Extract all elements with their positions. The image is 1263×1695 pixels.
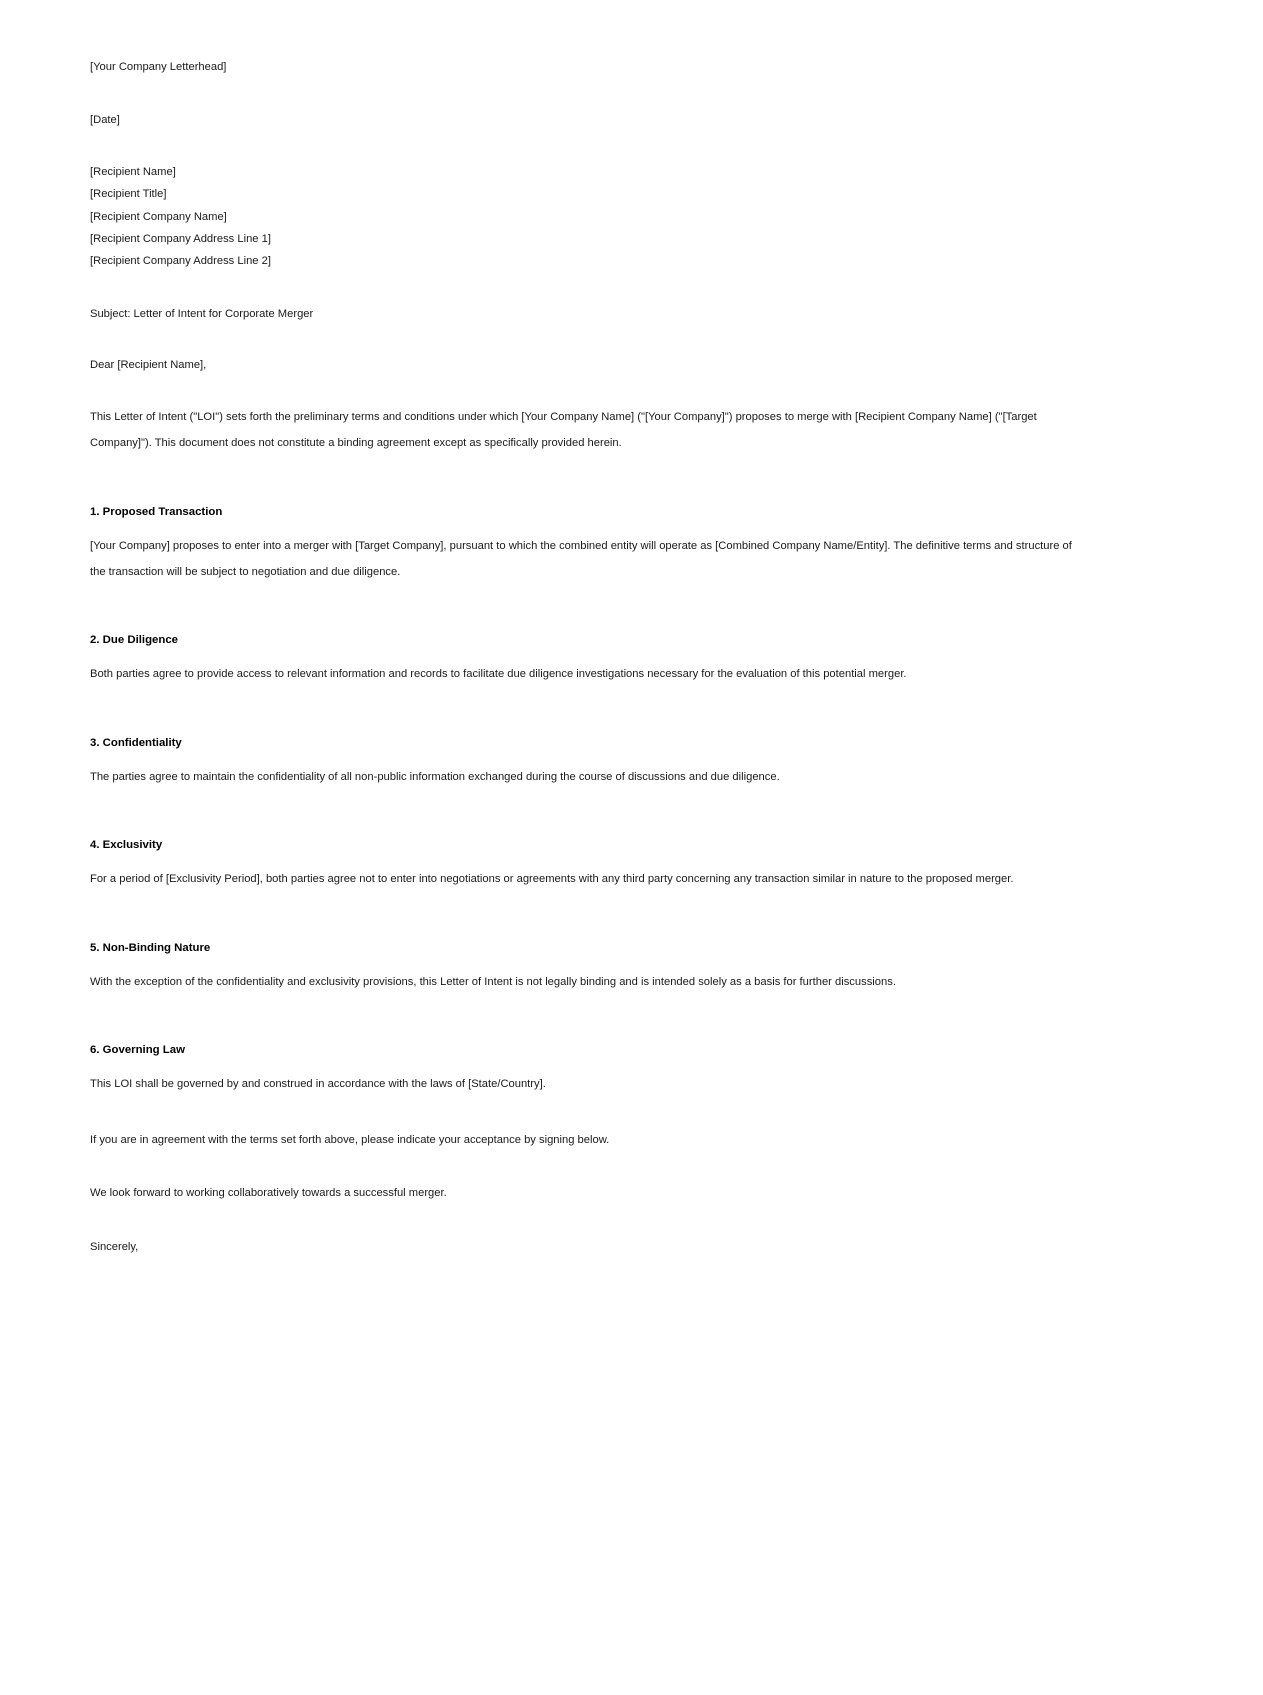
salutation-block — [90, 354, 1072, 376]
section-body: For a period of [Exclusivity Period], both parties agree not to enter into negotiations or agreements with any third party concerning any transaction similar in nature to the proposed merger. — [90, 873, 1014, 886]
section-confidentiality — [90, 733, 1072, 791]
section-heading: 2. Due Diligence — [90, 634, 178, 647]
letterhead-block — [90, 56, 1072, 78]
closing-acceptance-text: If you are in agreement with the terms set forth above, please indicate your acceptance by signing below. — [90, 1133, 610, 1146]
recipient-title: [Recipient Title] — [90, 188, 167, 201]
recipient-company: [Recipient Company Name] — [90, 210, 227, 223]
letter-body — [90, 56, 1072, 1690]
section-body: With the exception of the confidentiality and exclusivity provisions, this Letter of Intent is not legally binding and is intended solely as a basis for further discussions. — [90, 975, 896, 988]
date-block — [90, 109, 1072, 131]
section-body: This LOI shall be governed by and construed in accordance with the laws of [State/Country]. — [90, 1078, 546, 1091]
intro-paragraph-block — [90, 405, 1072, 456]
section-body: [Your Company] proposes to enter into a merger with [Target Company], pursuant to which the combined entity will operate as [Combined Company Name/Entity]. The definitive terms and structure of the transaction will be subject to negotiation and due diligence. — [90, 540, 1072, 578]
section-exclusivity — [90, 835, 1072, 893]
section-heading: 6. Governing Law — [90, 1044, 185, 1057]
letterhead-text: [Your Company Letterhead] — [90, 61, 227, 73]
section-heading: 4. Exclusivity — [90, 839, 163, 852]
section-heading: 3. Confidentiality — [90, 736, 182, 749]
section-body: The parties agree to maintain the confidentiality of all non-public information exchanged during the course of discussions and due diligence. — [90, 770, 780, 783]
recipient-address-line-1: [Recipient Company Address Line 1] — [90, 232, 271, 245]
recipient-address-block — [90, 161, 1072, 272]
closing-statement-text: We look forward to working collaboratively towards a successful merger. — [90, 1187, 447, 1200]
recipient-address-line-2: [Recipient Company Address Line 2] — [90, 255, 271, 268]
section-non-binding-nature — [90, 938, 1072, 996]
date-text: [Date] — [90, 114, 120, 126]
closing-statement-block — [90, 1181, 1072, 1207]
signoff-block — [90, 1235, 1072, 1261]
salutation-text: Dear [Recipient Name], — [90, 359, 207, 372]
signoff-text: Sincerely, — [90, 1240, 139, 1253]
section-heading: 5. Non-Binding Nature — [90, 941, 211, 954]
subject-block — [90, 303, 1072, 325]
section-governing-law — [90, 1040, 1072, 1098]
signature-space — [90, 1260, 1072, 1690]
subject-text: Subject: Letter of Intent for Corporate Merger — [90, 308, 314, 321]
section-body: Both parties agree to provide access to relevant information and records to facilitate due diligence investigations necessary for the evaluation of this potential merger. — [90, 668, 907, 681]
section-proposed-transaction — [90, 502, 1072, 585]
section-due-diligence — [90, 630, 1072, 688]
recipient-name: [Recipient Name] — [90, 166, 176, 178]
intro-paragraph: This Letter of Intent ("LOI") sets forth the preliminary terms and conditions under which [Your Company Name] ("[Your Company]") proposes to merge with [Recipient Company Name] ("[Target Company]"). This document does not constitute a binding agreement except as specifically provided herein. — [90, 411, 1037, 449]
section-heading: 1. Proposed Transaction — [90, 506, 223, 519]
closing-acceptance-block — [90, 1128, 1072, 1154]
